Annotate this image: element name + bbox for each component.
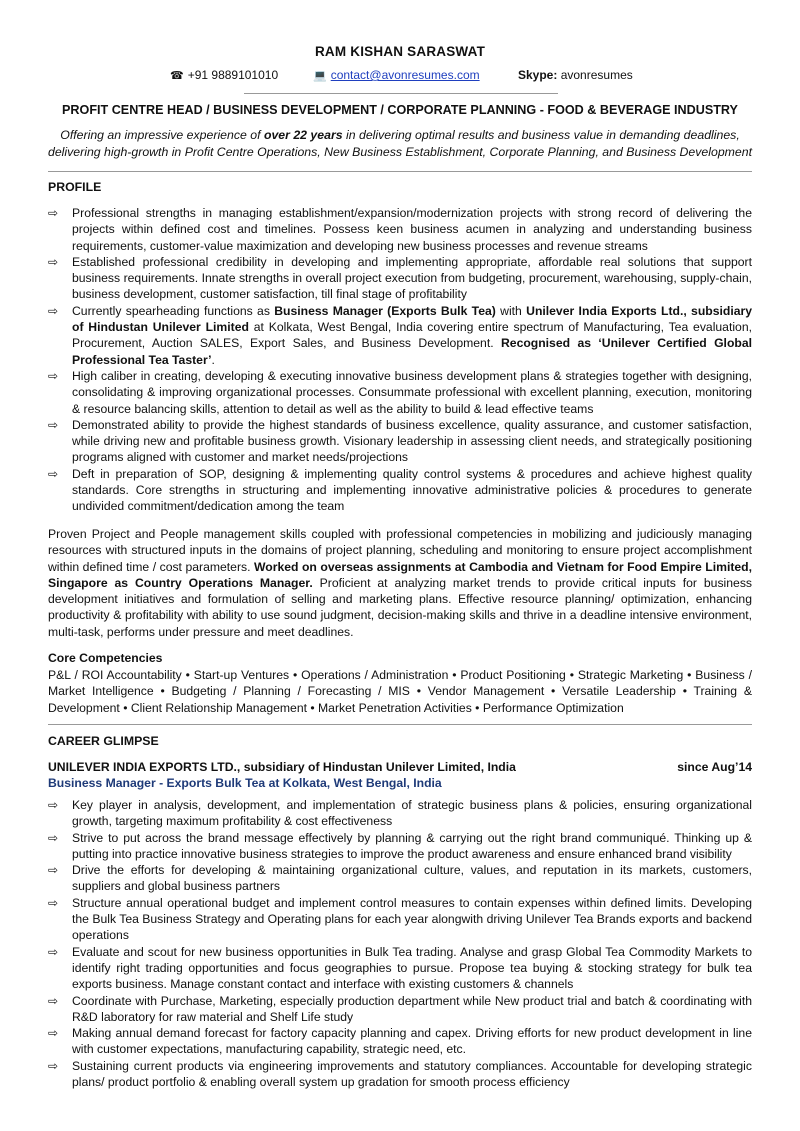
bullet-text: Professional strengths in managing establishment/expansion/modernization projects with strong record of delivering the projects within defined cost and timelines. Possess keen business acumen in analyzing and understanding business requirements, customer-value maximization and developing new business processes and revenue streams	[72, 206, 752, 253]
bullet-emphasis: Business Manager (Exports Bulk Tea)	[274, 303, 496, 318]
arrow-icon: ⇨	[48, 830, 59, 845]
arrow-icon: ⇨	[48, 254, 59, 269]
bullet-text: at Kolkata, West Bengal, India covering entire spectrum of Manufacturing, Tea evaluation, Procurement, Auction SALES, Export Sales, and Business Development.	[72, 320, 752, 351]
bullet-text: Key player in analysis, development, and implementation of strategic business plans & policies, ensuring organizational growth, targeting maximum profitability & cost effectiveness	[72, 798, 752, 829]
header-divider	[244, 93, 558, 94]
candidate-name: RAM KISHAN SARASWAT	[314, 44, 486, 59]
list-item	[48, 1025, 752, 1058]
arrow-icon: ⇨	[48, 368, 59, 383]
phone-item	[170, 68, 278, 82]
bullet-text: Drive the efforts for developing & maintaining organizational culture, values, and reputation in its markets, customers, suppliers and global business partners	[72, 863, 752, 894]
skype-item	[518, 68, 633, 82]
bullet-text: Evaluate and scout for new business opportunities in Bulk Tea trading. Analyse and grasp Global Tea Commodity Markets to identify right trading opportunities and focus geographies to pursue. Propose tea buying & stocking strategy for bulk tea exports business. Manage constant contact and interface with existing customers & channels	[72, 944, 752, 992]
bullet-text: Making annual demand forecast for factory capacity planning and capex. Driving efforts for new product development in line with customer expectations, manufacturing capability, strategic need, etc.	[72, 1026, 752, 1057]
email-link[interactable]: contact@avonresumes.com	[330, 68, 480, 82]
phone-icon: ☎	[170, 70, 184, 82]
list-item	[48, 466, 752, 515]
arrow-icon: ⇨	[48, 1058, 59, 1073]
email-item	[313, 68, 480, 82]
list-item	[48, 830, 752, 863]
paragraph-emphasis: Worked on overseas assignments at Cambodia and Vietnam for Food Empire Limited, Singapore as Country Operations Manager.	[48, 559, 753, 590]
summary-statement	[40, 127, 760, 161]
list-item	[48, 797, 752, 830]
core-competencies-list: P&L / ROI Accountability • Start-up Ventures • Operations / Administration • Product Positioning • Strategic Marketing • Business / Market Intelligence • Budgeting / Planning / Forecasting / MIS • Vendor Management • Versatile Leadership • Training & Development • Client Relationship Management • Market Penetration Activities • Performance Optimization	[48, 668, 752, 715]
bullet-emphasis: Recognised as ‘Unilever Certified Global Professional Tea Taster’	[72, 336, 752, 367]
summary-emphasis: over 22 years	[263, 128, 343, 142]
bullet-text: Currently spearheading functions as	[72, 303, 275, 318]
core-competencies-title: Core Competencies	[48, 651, 163, 665]
paragraph-text: Proven Project and People management skills coupled with professional competencies in mobilizing and judiciously managing resources with structured inputs in the domains of project planning, scheduling and monitoring to ensure project accomplishment within defined time / cost parameters.	[48, 527, 752, 574]
section-title-career: CAREER GLIMPSE	[48, 734, 159, 748]
contact-line	[0, 68, 800, 84]
bullet-text: High caliber in creating, developing & executing innovative business development plans & strategies together with designing, consolidating & improving organizational processes. Consummate professional with excellent planning, execution, monitoring & resource balancing skills, attention to detail as well as the ability to build & lead effective teams	[72, 368, 752, 416]
arrow-icon: ⇨	[48, 206, 59, 220]
company-text: UNILEVER INDIA EXPORTS LTD., subsidiary of Hindustan Unilever Limited, India	[48, 760, 516, 774]
phone-number: +91 9889101010	[187, 68, 279, 82]
bullet-text: with	[495, 303, 527, 318]
arrow-icon: ⇨	[48, 895, 59, 910]
list-item	[48, 993, 752, 1026]
list-item	[48, 895, 752, 944]
laptop-icon: 💻	[313, 70, 327, 82]
arrow-icon: ⇨	[48, 417, 59, 432]
section-title-profile: PROFILE	[48, 180, 102, 194]
paragraph-text-rest: Proficient at analyzing market trends to provide critical inputs for business development initiatives and formulation of selling and marketing plans. Effective resource planning/ optimization, enhancing productivity & profitability with ability to use sound judgment, decision-making skills and thrive in a deadline intensive environment, multi-task, performs under pressure and meet deadlines.	[48, 575, 753, 639]
bullet-text: Strive to put across the brand message effectively by planning & carrying out the right brand communiqué. Thinking up & putting into practice innovative business strategies to improve the product awareness and ensure enhanced brand visibility	[72, 830, 752, 861]
section-divider	[48, 171, 752, 172]
bullet-emphasis: Unilever India Exports Ltd., subsidiary of Hindustan Unilever Limited	[72, 303, 753, 335]
skype-id: avonresumes	[560, 68, 633, 82]
list-item	[48, 862, 752, 895]
profile-paragraph	[48, 526, 752, 640]
list-item	[48, 417, 752, 466]
arrow-icon: ⇨	[48, 466, 59, 481]
list-item	[48, 1058, 752, 1091]
bullet-text: Established professional credibility in developing and implementing appropriate, affordable real solutions that support business requirements. Innate strengths in overall project execution from budgeting, procurement, warehousing, supply-chain, business development, customer satisfaction, till final stage of profitability	[72, 254, 752, 302]
bullet-text: Coordinate with Purchase, Marketing, especially production department while New product trial and batch & coordinating with R&D laboratory for raw material and Shelf Life study	[72, 993, 752, 1024]
arrow-icon: ⇨	[48, 303, 59, 318]
list-item	[48, 944, 752, 993]
section-divider	[48, 724, 752, 725]
career-bullets	[48, 797, 752, 1090]
arrow-icon: ⇨	[48, 798, 59, 812]
summary-text-rest: in delivering optimal results and business value in demanding deadlines, delivering high-growth in Profit Centre Operations, New Business Establishment, Corporate Planning, and Business Development	[47, 128, 753, 159]
list-item	[48, 205, 752, 254]
bullet-text: .	[211, 352, 215, 367]
summary-text: Offering an impressive experience of	[60, 128, 264, 142]
list-item	[48, 254, 752, 303]
tenure-date: since Aug’14	[677, 760, 752, 774]
list-item	[48, 303, 752, 368]
arrow-icon: ⇨	[48, 944, 59, 959]
bullet-text: Sustaining current products via engineering improvements and statutory compliances. Accountable for developing strategic plans/ product portfolio & enabling overall system up gradation for smooth process efficiency	[72, 1058, 752, 1090]
arrow-icon: ⇨	[48, 993, 59, 1008]
job-role: Business Manager - Exports Bulk Tea at Kolkata, West Bengal, India	[48, 776, 442, 790]
company-name	[48, 760, 752, 774]
profile-headline: PROFIT CENTRE HEAD / BUSINESS DEVELOPMENT / CORPORATE PLANNING - FOOD & BEVERAGE INDUSTRY	[62, 103, 738, 117]
profile-bullets	[48, 205, 752, 515]
bullet-text: Deft in preparation of SOP, designing & implementing quality control systems & procedures and achieve highest quality standards. Core strengths in structuring and implementing innovative administrative policies & procedures to generate undivided commitment/dedication among the team	[72, 466, 752, 514]
bullet-text: Structure annual operational budget and implement control measures to contain expenses within defined limits. Developing the Bulk Tea Business Strategy and Operating plans for each year alongwith driving Unilever Tea Brands exports and backend operations	[72, 895, 752, 943]
arrow-icon: ⇨	[48, 1026, 59, 1041]
bullet-text: Demonstrated ability to provide the highest standards of business excellence, quality assurance, and customer satisfaction, while driving new and profitable business growth. Visionary leadership in assessing client needs, and strategically positioning programs aligned with customer and market needs/projections	[72, 417, 752, 465]
skype-label: Skype:	[518, 68, 558, 82]
list-item	[48, 368, 752, 417]
arrow-icon: ⇨	[48, 863, 59, 878]
